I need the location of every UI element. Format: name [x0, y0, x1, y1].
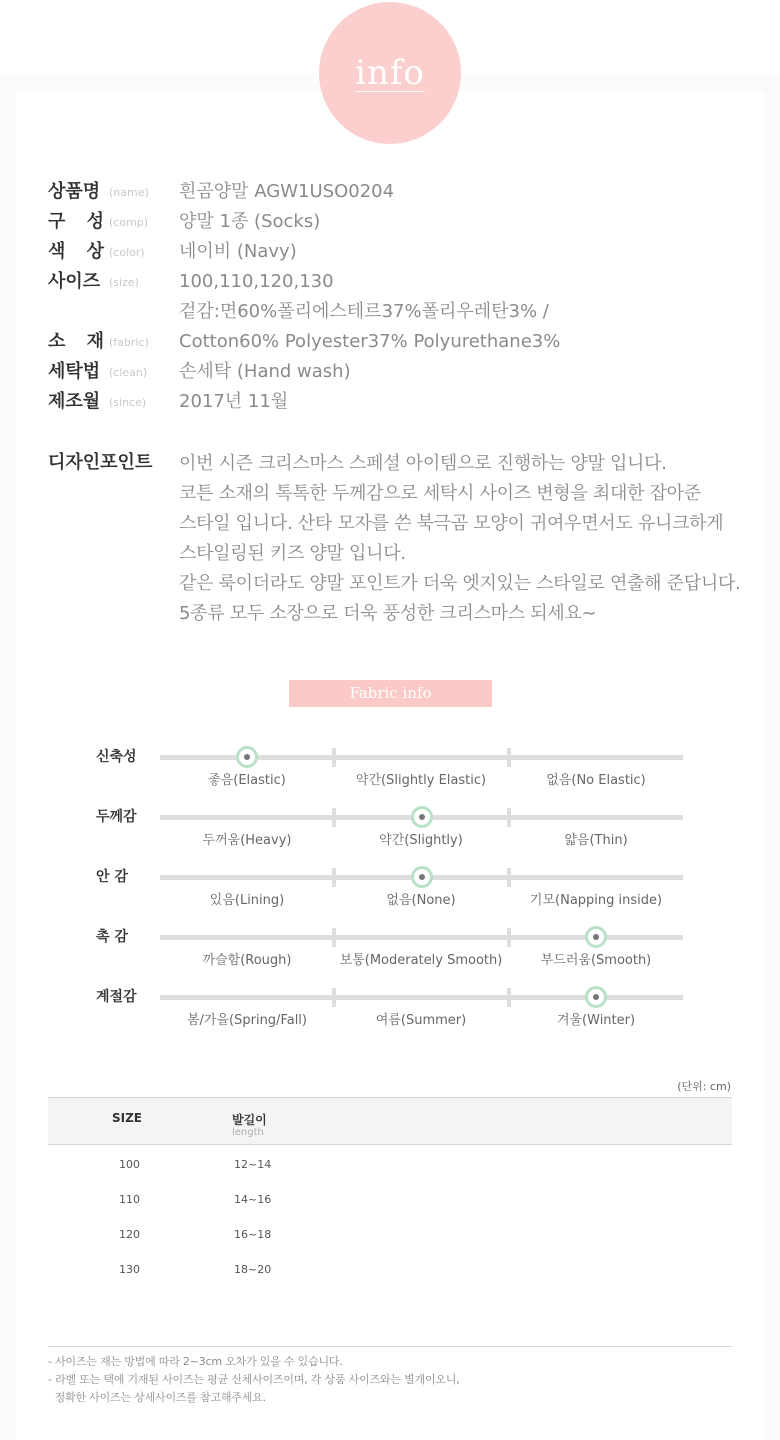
size-table	[48, 1097, 732, 1285]
info-badge-text: info	[355, 52, 425, 93]
spec-sublabel: (since)	[109, 396, 147, 409]
spec-label: 구 성	[48, 211, 104, 232]
fabric-scale-row	[0, 989, 780, 1035]
length-column-header: 발길이	[232, 1113, 267, 1127]
size-table-header	[48, 1097, 732, 1145]
unit-note: (단위: cm)	[677, 1080, 731, 1093]
fabric-scale-option: 없음(None)	[386, 893, 456, 908]
fabric-scale-divider	[332, 748, 336, 767]
fabric-scale-label: 촉 감	[96, 929, 128, 945]
fabric-scale-option: 까슬함(Rough)	[202, 953, 292, 968]
fabric-scale-option: 여름(Summer)	[375, 1013, 467, 1028]
spec-value: 손세탁 (Hand wash)	[179, 361, 351, 382]
length-column-subheader: length	[232, 1127, 264, 1138]
fabric-scale-marker	[585, 926, 607, 948]
info-badge	[319, 2, 461, 144]
size-note-line: - 사이즈는 재는 방법에 따라 2~3cm 오차가 있을 수 있습니다.	[48, 1355, 343, 1368]
fabric-scale-divider	[332, 928, 336, 947]
fabric-scale-option: 두꺼움(Heavy)	[202, 833, 292, 848]
table-row	[48, 1250, 732, 1285]
fabric-scale-track	[160, 875, 683, 880]
spec-value: 겉감:면60%폴리에스테르37%폴리우레탄3% /	[179, 301, 549, 322]
fabric-scale-divider	[332, 988, 336, 1007]
fabric-scale-option: 겨울(Winter)	[556, 1013, 636, 1028]
fabric-scale-row	[0, 929, 780, 975]
size-cell: 130	[119, 1263, 140, 1276]
fabric-scale-option: 기모(Napping inside)	[529, 893, 663, 908]
fabric-scale-divider	[507, 868, 511, 887]
fabric-scale-track	[160, 815, 683, 820]
spec-value: 2017년 11월	[179, 391, 289, 412]
design-point-line: 이번 시즌 크리스마스 스페셜 아이템으로 진행하는 양말 입니다.	[179, 453, 667, 474]
table-row	[48, 1145, 732, 1180]
fabric-scale-marker	[411, 866, 433, 888]
length-cell: 16~18	[234, 1228, 272, 1241]
fabric-scale-option: 얇음(Thin)	[564, 833, 628, 848]
fabric-scale-label: 안 감	[96, 869, 128, 885]
fabric-scale-marker	[585, 986, 607, 1008]
length-cell: 12~14	[234, 1158, 272, 1171]
size-cell: 110	[119, 1193, 140, 1206]
size-cell: 100	[119, 1158, 140, 1171]
design-point-text	[179, 449, 740, 629]
fabric-scale-marker	[236, 746, 258, 768]
spec-value: 흰곰양말 AGW1USO0204	[179, 181, 395, 202]
size-note-line: 정확한 사이즈는 상세사이즈를 참고해주세요.	[48, 1391, 266, 1404]
size-cell: 120	[119, 1228, 140, 1241]
fabric-scale-row	[0, 869, 780, 915]
fabric-scale-divider	[507, 748, 511, 767]
fabric-scale-label: 계절감	[96, 989, 137, 1005]
fabric-scale-option: 약간(Slightly)	[379, 833, 463, 848]
size-column-header: SIZE	[112, 1111, 143, 1125]
fabric-scale-option: 좋음(Elastic)	[208, 773, 286, 788]
design-point-line: 스타일링된 키즈 양말 입니다.	[179, 543, 406, 564]
fabric-scale-track	[160, 935, 683, 940]
spec-label: 색 상	[48, 241, 104, 262]
design-point-line: 5종류 모두 소장으로 더욱 풍성한 크리스마스 되세요~	[179, 603, 597, 624]
design-point-line: 코튼 소재의 톡톡한 두께감으로 세탁시 사이즈 변형을 최대한 잡아준	[179, 483, 701, 504]
spec-label: 사이즈	[48, 271, 101, 292]
length-cell: 18~20	[234, 1263, 272, 1276]
spec-sublabel: (color)	[109, 246, 145, 259]
fabric-scale-label: 신축성	[96, 749, 137, 765]
fabric-scale-label: 두께감	[96, 809, 137, 825]
fabric-scale-option: 부드러움(Smooth)	[540, 953, 652, 968]
fabric-scale-marker	[411, 806, 433, 828]
spec-label: 제조월	[48, 391, 101, 412]
fabric-scale-divider	[507, 928, 511, 947]
spec-value: 양말 1종 (Socks)	[179, 211, 321, 232]
fabric-scale-track	[160, 995, 683, 1000]
fabric-scale-track	[160, 755, 683, 760]
spec-label: 소 재	[48, 331, 104, 352]
size-notes	[48, 1346, 732, 1407]
fabric-scale-option: 있음(Lining)	[209, 893, 285, 908]
spec-sublabel: (comp)	[109, 216, 149, 229]
size-note-line: - 라벨 또는 택에 기재된 사이즈는 평균 신체사이즈이며, 각 상품 사이즈와는 별개이오니,	[48, 1373, 460, 1386]
spec-sublabel: (name)	[109, 186, 149, 199]
fabric-scale-divider	[507, 808, 511, 827]
spec-sublabel: (fabric)	[109, 336, 149, 349]
table-row	[48, 1215, 732, 1250]
fabric-scale-option: 보통(Moderately Smooth)	[339, 953, 503, 968]
spec-value: Cotton60% Polyester37% Polyurethane3%	[179, 331, 561, 352]
fabric-info-title: Fabric info	[289, 680, 492, 707]
spec-value: 100,110,120,130	[179, 271, 334, 292]
design-point-line: 스타일 입니다. 산타 모자를 쓴 북극곰 모양이 귀여우면서도 유니크하게	[179, 513, 724, 534]
design-point-line: 같은 룩이더라도 양말 포인트가 더욱 엣지있는 스타일로 연출해 준답니다.	[179, 573, 741, 594]
design-point-label: 디자인포인트	[48, 452, 153, 473]
spec-label: 상품명	[48, 181, 101, 202]
fabric-scale-option: 봄/가을(Spring/Fall)	[186, 1013, 307, 1028]
fabric-scale-divider	[332, 868, 336, 887]
fabric-scale-row	[0, 749, 780, 795]
spec-sublabel: (size)	[109, 276, 139, 289]
size-table-body	[48, 1145, 732, 1285]
fabric-scale-option: 없음(No Elastic)	[546, 773, 646, 788]
fabric-scale-option: 약간(Slightly Elastic)	[355, 773, 487, 788]
spec-value: 네이비 (Navy)	[179, 241, 297, 262]
spec-sublabel: (clean)	[109, 366, 148, 379]
fabric-scale-divider	[507, 988, 511, 1007]
fabric-scale-divider	[332, 808, 336, 827]
fabric-scale-row	[0, 809, 780, 855]
spec-label: 세탁법	[48, 361, 101, 382]
length-cell: 14~16	[234, 1193, 272, 1206]
table-row	[48, 1180, 732, 1215]
